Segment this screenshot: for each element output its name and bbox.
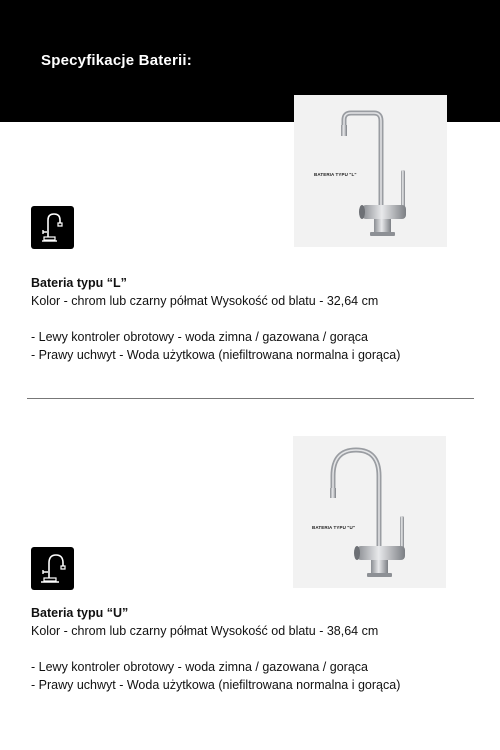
faucet-u-photo [293, 436, 446, 588]
tap-icon [31, 206, 74, 249]
spec-block-u [31, 604, 481, 694]
tap-badge-l [31, 206, 74, 249]
spec-name: Bateria typu “U” [31, 606, 129, 620]
page-title: Specyfikacje Baterii: [41, 52, 192, 69]
faucet-l-photo [294, 95, 447, 247]
spec-color-height: Kolor - chrom lub czarny półmat Wysokość od blatu - 38,64 cm [31, 624, 379, 638]
tap-icon [31, 547, 74, 590]
faucet-u-label: BATERIA TYPU "U" [312, 525, 356, 530]
spec-right-handle: - Prawy uchwyt - Woda użytkowa (niefiltrowana normalna i gorąca) [31, 348, 401, 362]
faucet-l-label: BATERIA TYPU "L" [314, 172, 357, 177]
spec-left-control: - Lewy kontroler obrotowy - woda zimna / gazowana / gorąca [31, 330, 368, 344]
spec-right-handle: - Prawy uchwyt - Woda użytkowa (niefiltrowana normalna i gorąca) [31, 678, 401, 692]
spec-name: Bateria typu “L” [31, 276, 127, 290]
spec-left-control: - Lewy kontroler obrotowy - woda zimna / gazowana / gorąca [31, 660, 368, 674]
section-divider [27, 398, 474, 399]
tap-badge-u [31, 547, 74, 590]
spec-block-l [31, 274, 481, 364]
spec-color-height: Kolor - chrom lub czarny półmat Wysokość od blatu - 32,64 cm [31, 294, 379, 308]
